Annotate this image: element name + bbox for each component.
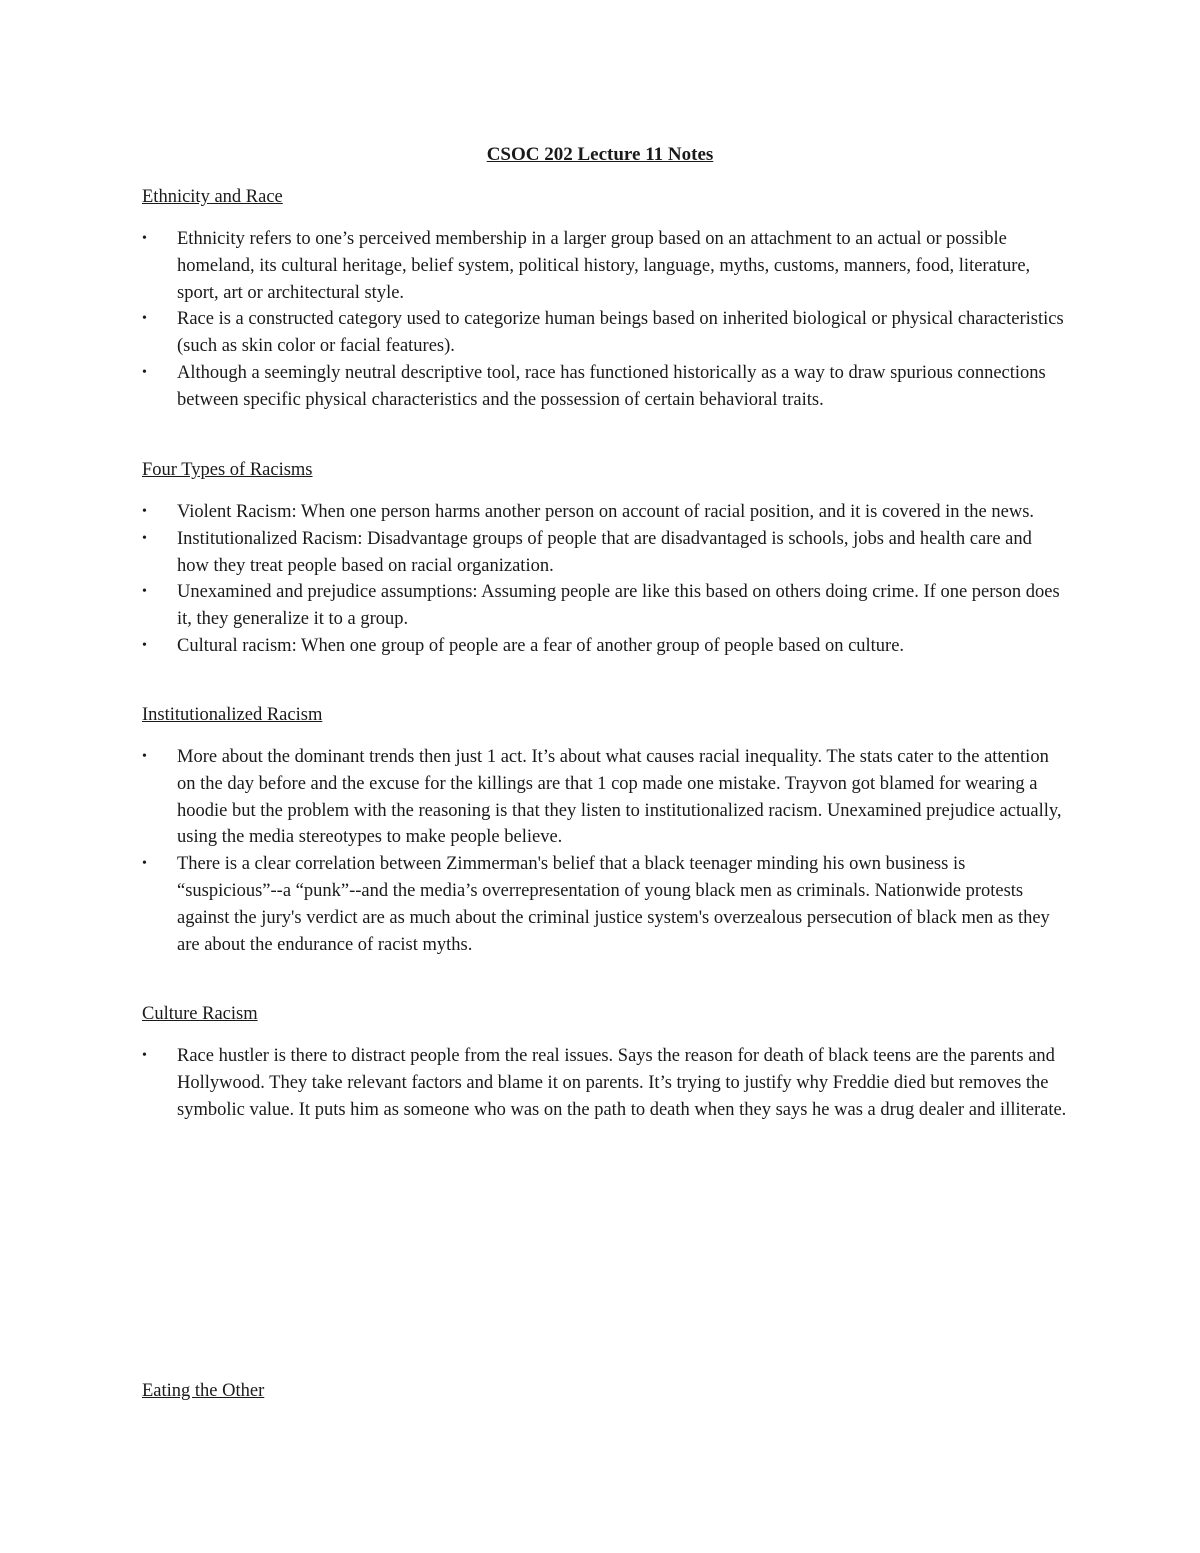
bullet-icon: • [142,530,147,546]
bullet-icon: • [142,311,147,327]
list-item-text: Ethnicity refers to one’s perceived membership in a larger group based on an attachment to an actual or possible homeland, its cultural heritage, belief system, political history, language, myths, customs, manners, food, literature, sport, art or architectural style. [177,229,1031,303]
document-title: CSOC 202 Lecture 11 Notes [486,144,714,165]
bullet-icon: • [142,749,147,764]
list-item [142,633,1067,660]
list-item [142,526,1067,580]
bullet-icon: • [142,504,147,519]
bullet-icon: • [142,1048,147,1063]
bullet-list-ethnicity-and-race [142,226,1067,414]
section-heading-ethnicity-and-race: Ethnicity and Race [142,187,283,207]
list-item-text: Race hustler is there to distract people from the real issues. Says the reason for death of black teens are the parents and Hollywood. They take relevant factors and blame it on parents. It’s trying to justify why Freddie died but removes the symbolic value. It puts him as someone who was on the path to death when they says he was a drug dealer and illiterate. [177,1046,1067,1120]
list-item-text: Race is a constructed category used to categorize human beings based on inherited biological or physical characteristics (such as skin color or facial features). [177,309,1064,357]
list-item [142,226,1067,306]
list-item [142,499,1067,526]
list-item [142,360,1067,414]
list-item-text: Violent Racism: When one person harms another person on account of racial position, and it is covered in the news. [177,502,1035,522]
section-heading-institutionalized-racism: Institutionalized Racism [142,705,323,725]
list-item-text: More about the dominant trends then just 1 act. It’s about what causes racial inequality. The stats cater to the attention on the day before and the excuse for the killings are that 1 cop made one mistake. Trayvon got blamed for wearing a hoodie but the problem with the reasoning is that they listen to institutionalized racism. Unexamined prejudice actually, using the media stereotypes to make people believe. [177,747,1062,848]
bullet-list-culture-racism [142,1043,1067,1123]
bullet-icon: • [142,584,147,600]
list-item [142,744,1067,851]
section-heading-four-types-of-racisms: Four Types of Racisms [142,460,313,480]
bullet-icon: • [142,637,147,653]
list-item-text: Although a seemingly neutral descriptive tool, race has functioned historically as a way to draw spurious connections between specific physical characteristics and the possession of certain behavioral traits. [177,362,1046,410]
list-item [142,1043,1067,1123]
bullet-list-institutionalized-racism [142,744,1067,958]
bullet-icon: • [142,364,147,380]
bullet-icon: • [142,231,147,246]
section-heading-culture-racism: Culture Racism [142,1004,258,1024]
list-item-text: Unexamined and prejudice assumptions: Assuming people are like this based on others doing crime. If one person does it, they generalize it to a group. [177,582,1060,630]
list-item [142,579,1067,633]
list-item [142,306,1067,360]
list-item [142,851,1067,958]
bullet-list-four-types-of-racisms [142,499,1067,660]
list-item-text: Institutionalized Racism: Disadvantage groups of people that are disadvantaged is schools, jobs and health care and how they treat people based on racial organization. [177,528,1032,576]
list-item-text: Cultural racism: When one group of people are a fear of another group of people based on culture. [177,635,905,656]
section-heading-eating-the-other: Eating the Other [142,1381,265,1401]
bullet-icon: • [142,856,147,872]
list-item-text: There is a clear correlation between Zimmerman's belief that a black teenager minding his own business is “suspicious”--a “punk”--and the media’s overrepresentation of young black men as criminals. Nationwide protests against the jury's verdict are as much about the criminal justice system's overzealous persecution of black men as they are about the endurance of racist myths. [177,854,1050,955]
